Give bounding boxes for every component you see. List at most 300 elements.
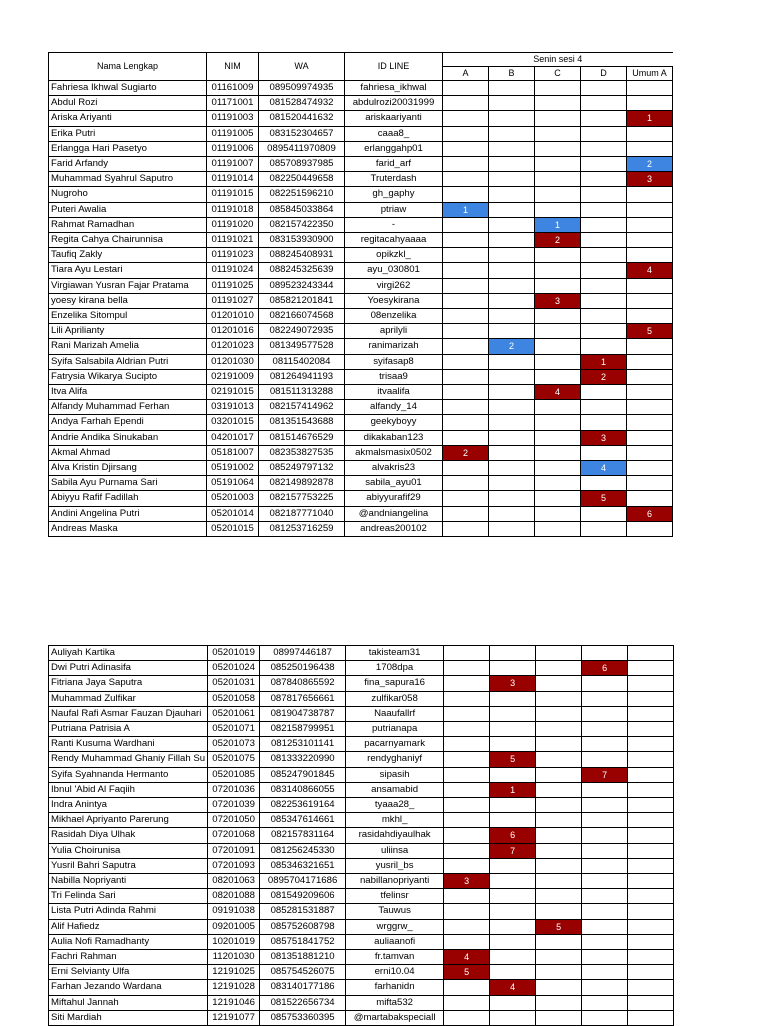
line-cell: erni10.04 bbox=[346, 965, 444, 980]
slot-cell bbox=[627, 476, 673, 491]
table-row bbox=[49, 752, 674, 767]
name-cell: Enzelika Sitompul bbox=[49, 309, 207, 324]
slot-cell bbox=[628, 722, 674, 737]
name-cell: Fahriesa Ikhwal Sugiarto bbox=[49, 81, 207, 96]
slot-cell bbox=[628, 874, 674, 889]
slot-cell bbox=[581, 293, 627, 308]
table-row bbox=[49, 491, 673, 506]
wa-cell: 085753360395 bbox=[260, 1010, 346, 1025]
slot-cell bbox=[489, 324, 535, 339]
name-cell: Fachri Rahman bbox=[49, 950, 208, 965]
name-cell: Muhammad Syahrul Saputro bbox=[49, 172, 207, 187]
slot-cell bbox=[489, 126, 535, 141]
line-cell: mkhl_ bbox=[346, 813, 444, 828]
slot-cell bbox=[627, 521, 673, 536]
slot-cell bbox=[444, 706, 490, 721]
slot-cell bbox=[536, 752, 582, 767]
name-cell: Siti Mardiah bbox=[49, 1010, 208, 1025]
slot-cell bbox=[627, 415, 673, 430]
name-cell: Putriana Patrisia A bbox=[49, 722, 208, 737]
slot-cell: 4 bbox=[490, 980, 536, 995]
name-cell: Sabila Ayu Purnama Sari bbox=[49, 476, 207, 491]
table-row bbox=[49, 858, 674, 873]
line-cell: ansamabid bbox=[346, 782, 444, 797]
wa-cell: 081256245330 bbox=[260, 843, 346, 858]
slot-cell bbox=[444, 980, 490, 995]
slot-cell: 5 bbox=[536, 919, 582, 934]
slot-cell bbox=[490, 813, 536, 828]
slot-cell bbox=[443, 81, 489, 96]
slot-cell bbox=[627, 309, 673, 324]
wa-cell: 089509974935 bbox=[259, 81, 345, 96]
table-row bbox=[49, 476, 673, 491]
slot-cell bbox=[443, 217, 489, 232]
line-cell: akmalsmasix0502 bbox=[345, 445, 443, 460]
slot-cell: 2 bbox=[443, 445, 489, 460]
slot-cell bbox=[581, 339, 627, 354]
wa-cell: 082158799951 bbox=[260, 722, 346, 737]
slot-cell bbox=[581, 445, 627, 460]
slot-cell bbox=[628, 798, 674, 813]
slot-cell bbox=[444, 691, 490, 706]
wa-cell: 087840865592 bbox=[260, 676, 346, 691]
slot-cell bbox=[628, 904, 674, 919]
nim-cell: 01191006 bbox=[207, 141, 259, 156]
slot-cell bbox=[535, 278, 581, 293]
line-cell: 1708dpa bbox=[346, 661, 444, 676]
slot-cell bbox=[489, 293, 535, 308]
slot-cell bbox=[581, 278, 627, 293]
slot-cell bbox=[443, 141, 489, 156]
slot-cell bbox=[535, 263, 581, 278]
slot-cell bbox=[490, 934, 536, 949]
table-row bbox=[49, 646, 674, 661]
slot-cell bbox=[490, 858, 536, 873]
slot-cell bbox=[536, 889, 582, 904]
name-cell: Alva Kristin Djirsang bbox=[49, 461, 207, 476]
table-row bbox=[49, 889, 674, 904]
table-row bbox=[49, 385, 673, 400]
slot-cell: 2 bbox=[627, 157, 673, 172]
student-table-1-body bbox=[49, 53, 673, 537]
table-row bbox=[49, 157, 673, 172]
slot-cell bbox=[627, 491, 673, 506]
slot-cell bbox=[581, 385, 627, 400]
name-cell: Ranti Kusuma Wardhani bbox=[49, 737, 208, 752]
wa-cell: 085751841752 bbox=[260, 934, 346, 949]
slot-cell bbox=[581, 521, 627, 536]
nim-cell: 05201073 bbox=[208, 737, 260, 752]
slot-cell bbox=[627, 430, 673, 445]
line-cell: fina_sapura16 bbox=[346, 676, 444, 691]
slot-cell bbox=[582, 980, 628, 995]
table-row bbox=[49, 965, 674, 980]
slot-cell bbox=[582, 782, 628, 797]
slot-cell bbox=[582, 828, 628, 843]
student-table-1 bbox=[48, 52, 673, 537]
slot-cell bbox=[489, 96, 535, 111]
slot-cell bbox=[489, 81, 535, 96]
slot-cell bbox=[444, 828, 490, 843]
slot-cell bbox=[444, 843, 490, 858]
wa-cell: 088245408931 bbox=[259, 248, 345, 263]
nim-cell: 05191002 bbox=[207, 461, 259, 476]
wa-cell: 085249797132 bbox=[259, 461, 345, 476]
wa-cell: 081351881210 bbox=[260, 950, 346, 965]
slot-cell bbox=[535, 126, 581, 141]
slot-cell bbox=[581, 309, 627, 324]
slot-cell bbox=[535, 157, 581, 172]
slot-cell bbox=[581, 96, 627, 111]
nim-cell: 10201019 bbox=[208, 934, 260, 949]
wa-cell: 082149892878 bbox=[259, 476, 345, 491]
table-row bbox=[49, 263, 673, 278]
nim-cell: 05201024 bbox=[208, 661, 260, 676]
nim-cell: 05201031 bbox=[208, 676, 260, 691]
table-row bbox=[49, 461, 673, 476]
table-row bbox=[49, 722, 674, 737]
slot-cell bbox=[628, 752, 674, 767]
slot-cell bbox=[582, 813, 628, 828]
slot-cell bbox=[443, 233, 489, 248]
slot-cell bbox=[490, 919, 536, 934]
slot-cell: 7 bbox=[582, 767, 628, 782]
nim-cell: 07201091 bbox=[208, 843, 260, 858]
name-cell: Andreas Maska bbox=[49, 521, 207, 536]
slot-cell bbox=[443, 278, 489, 293]
slot-cell: 1 bbox=[627, 111, 673, 126]
nim-cell: 01201023 bbox=[207, 339, 259, 354]
line-cell: ptriaw bbox=[345, 202, 443, 217]
name-cell: Regita Cahya Chairunnisa bbox=[49, 233, 207, 248]
table-row bbox=[49, 828, 674, 843]
nim-cell: 01191005 bbox=[207, 126, 259, 141]
wa-cell: 083153930900 bbox=[259, 233, 345, 248]
slot-cell bbox=[489, 415, 535, 430]
slot-cell bbox=[628, 706, 674, 721]
slot-cell bbox=[443, 369, 489, 384]
slot-cell bbox=[536, 934, 582, 949]
slot-cell bbox=[490, 889, 536, 904]
slot-cell bbox=[443, 506, 489, 521]
slot-cell bbox=[490, 995, 536, 1010]
slot-cell bbox=[581, 141, 627, 156]
slot-cell bbox=[489, 233, 535, 248]
table-row bbox=[49, 445, 673, 460]
slot-cell bbox=[535, 461, 581, 476]
slot-cell bbox=[443, 385, 489, 400]
wa-cell: 081528474932 bbox=[259, 96, 345, 111]
name-cell: Andya Farhah Ependi bbox=[49, 415, 207, 430]
nim-cell: 05191064 bbox=[207, 476, 259, 491]
header-slot-a: A bbox=[443, 67, 489, 81]
line-cell: ariskaariyanti bbox=[345, 111, 443, 126]
wa-cell: 081904738787 bbox=[260, 706, 346, 721]
slot-cell bbox=[490, 722, 536, 737]
name-cell: Taufiq Zakly bbox=[49, 248, 207, 263]
table-row bbox=[49, 400, 673, 415]
slot-cell bbox=[444, 767, 490, 782]
name-cell: Lili Aprilianty bbox=[49, 324, 207, 339]
slot-cell bbox=[535, 369, 581, 384]
slot-cell: 6 bbox=[582, 661, 628, 676]
slot-cell bbox=[443, 461, 489, 476]
slot-cell bbox=[582, 646, 628, 661]
slot-cell bbox=[536, 767, 582, 782]
table-row bbox=[49, 980, 674, 995]
wa-cell: 085821201841 bbox=[259, 293, 345, 308]
name-cell: Alfandy Muhammad Ferhan bbox=[49, 400, 207, 415]
line-cell: geekyboyy bbox=[345, 415, 443, 430]
name-cell: Indra Anintya bbox=[49, 798, 208, 813]
table-row bbox=[49, 96, 673, 111]
slot-cell bbox=[443, 263, 489, 278]
line-cell: farid_arf bbox=[345, 157, 443, 172]
wa-cell: 0895411970809 bbox=[259, 141, 345, 156]
slot-cell bbox=[536, 980, 582, 995]
slot-cell bbox=[581, 233, 627, 248]
slot-cell bbox=[628, 934, 674, 949]
wa-cell: 08997446187 bbox=[260, 646, 346, 661]
slot-cell bbox=[582, 843, 628, 858]
nim-cell: 01191014 bbox=[207, 172, 259, 187]
name-cell: Abiyyu Rafif Fadillah bbox=[49, 491, 207, 506]
table-row bbox=[49, 813, 674, 828]
table-row bbox=[49, 767, 674, 782]
line-cell: Yoesykirana bbox=[345, 293, 443, 308]
header-slot-umum-a: Umum A bbox=[627, 67, 673, 81]
line-cell: abdulrozi20031999 bbox=[345, 96, 443, 111]
slot-cell bbox=[627, 278, 673, 293]
wa-cell: 081253716259 bbox=[259, 521, 345, 536]
slot-cell bbox=[443, 476, 489, 491]
slot-cell bbox=[628, 889, 674, 904]
slot-cell bbox=[627, 187, 673, 202]
header-wa: WA bbox=[259, 53, 345, 81]
slot-cell bbox=[581, 172, 627, 187]
line-cell: nabillanopriyanti bbox=[346, 874, 444, 889]
wa-cell: 082253619164 bbox=[260, 798, 346, 813]
slot-cell bbox=[443, 248, 489, 263]
nim-cell: 05181007 bbox=[207, 445, 259, 460]
slot-cell bbox=[581, 157, 627, 172]
slot-cell bbox=[443, 324, 489, 339]
nim-cell: 01191007 bbox=[207, 157, 259, 172]
nim-cell: 09191038 bbox=[208, 904, 260, 919]
slot-cell bbox=[627, 96, 673, 111]
line-cell: putrianapa bbox=[346, 722, 444, 737]
header-row bbox=[49, 53, 673, 67]
name-cell: Ibnul 'Abid Al Faqiih bbox=[49, 782, 208, 797]
slot-cell bbox=[627, 400, 673, 415]
wa-cell: 087817656661 bbox=[260, 691, 346, 706]
slot-cell bbox=[489, 445, 535, 460]
nim-cell: 08201063 bbox=[208, 874, 260, 889]
slot-cell bbox=[627, 461, 673, 476]
slot-cell bbox=[581, 248, 627, 263]
slot-cell bbox=[489, 157, 535, 172]
slot-cell bbox=[582, 676, 628, 691]
line-cell: caaa8_ bbox=[345, 126, 443, 141]
slot-cell bbox=[627, 293, 673, 308]
slot-cell bbox=[443, 521, 489, 536]
slot-cell bbox=[628, 950, 674, 965]
wa-cell: 083140866055 bbox=[260, 782, 346, 797]
slot-cell bbox=[628, 1010, 674, 1025]
table-row bbox=[49, 737, 674, 752]
nim-cell: 02191015 bbox=[207, 385, 259, 400]
slot-cell bbox=[536, 782, 582, 797]
slot-cell bbox=[582, 706, 628, 721]
name-cell: Farhan Jezando Wardana bbox=[49, 980, 208, 995]
table-row bbox=[49, 430, 673, 445]
slot-cell bbox=[536, 1010, 582, 1025]
name-cell: Mikhael Apriyanto Parerung bbox=[49, 813, 208, 828]
slot-cell: 4 bbox=[444, 950, 490, 965]
wa-cell: 082157831164 bbox=[260, 828, 346, 843]
table-row bbox=[49, 706, 674, 721]
slot-cell bbox=[535, 354, 581, 369]
slot-cell bbox=[628, 980, 674, 995]
nim-cell: 01191021 bbox=[207, 233, 259, 248]
slot-cell: 5 bbox=[490, 752, 536, 767]
nim-cell: 05201075 bbox=[208, 752, 260, 767]
slot-cell bbox=[536, 722, 582, 737]
name-cell: Fatrysia Wikarya Sucipto bbox=[49, 369, 207, 384]
slot-cell bbox=[627, 445, 673, 460]
wa-cell: 082251596210 bbox=[259, 187, 345, 202]
slot-cell bbox=[443, 126, 489, 141]
nim-cell: 12191028 bbox=[208, 980, 260, 995]
slot-cell bbox=[535, 445, 581, 460]
name-cell: Nugroho bbox=[49, 187, 207, 202]
slot-cell bbox=[490, 691, 536, 706]
table-row bbox=[49, 111, 673, 126]
table-row bbox=[49, 950, 674, 965]
line-cell: rendyghaniyf bbox=[346, 752, 444, 767]
nim-cell: 01191020 bbox=[207, 217, 259, 232]
wa-cell: 085845033864 bbox=[259, 202, 345, 217]
header-slot-d: D bbox=[581, 67, 627, 81]
slot-cell: 2 bbox=[581, 369, 627, 384]
slot-cell bbox=[536, 950, 582, 965]
name-cell: yoesy kirana bella bbox=[49, 293, 207, 308]
line-cell: erlanggahp01 bbox=[345, 141, 443, 156]
line-cell: dikakaban123 bbox=[345, 430, 443, 445]
line-cell: wrggrw_ bbox=[346, 919, 444, 934]
name-cell: Yulia Choirunisa bbox=[49, 843, 208, 858]
wa-cell: 082157414962 bbox=[259, 400, 345, 415]
slot-cell bbox=[582, 722, 628, 737]
wa-cell: 085347614661 bbox=[260, 813, 346, 828]
wa-cell: 085247901845 bbox=[260, 767, 346, 782]
nim-cell: 12191077 bbox=[208, 1010, 260, 1025]
nim-cell: 05201015 bbox=[207, 521, 259, 536]
wa-cell: 082187771040 bbox=[259, 506, 345, 521]
nim-cell: 07201036 bbox=[208, 782, 260, 797]
nim-cell: 01191018 bbox=[207, 202, 259, 217]
slot-cell bbox=[582, 737, 628, 752]
slot-cell bbox=[489, 141, 535, 156]
wa-cell: 085281531887 bbox=[260, 904, 346, 919]
slot-cell bbox=[443, 172, 489, 187]
table-row bbox=[49, 309, 673, 324]
slot-cell: 5 bbox=[627, 324, 673, 339]
table-row bbox=[49, 676, 674, 691]
line-cell: uliinsa bbox=[346, 843, 444, 858]
header-slot-c: C bbox=[535, 67, 581, 81]
wa-cell: 082249072935 bbox=[259, 324, 345, 339]
header-nim: NIM bbox=[207, 53, 259, 81]
nim-cell: 07201068 bbox=[208, 828, 260, 843]
line-cell: pacarnyamark bbox=[346, 737, 444, 752]
slot-cell bbox=[535, 81, 581, 96]
nim-cell: 12191025 bbox=[208, 965, 260, 980]
slot-cell bbox=[582, 691, 628, 706]
slot-cell bbox=[536, 874, 582, 889]
slot-cell bbox=[536, 813, 582, 828]
slot-cell bbox=[581, 111, 627, 126]
nim-cell: 05201014 bbox=[207, 506, 259, 521]
slot-cell bbox=[444, 646, 490, 661]
line-cell: opikzkl_ bbox=[345, 248, 443, 263]
slot-cell bbox=[535, 476, 581, 491]
slot-cell bbox=[628, 813, 674, 828]
line-cell: yusril_bs bbox=[346, 858, 444, 873]
wa-cell: 081253101141 bbox=[260, 737, 346, 752]
line-cell: virgi262 bbox=[345, 278, 443, 293]
header-slot-b: B bbox=[489, 67, 535, 81]
slot-cell bbox=[628, 691, 674, 706]
slot-cell bbox=[628, 646, 674, 661]
slot-cell bbox=[628, 995, 674, 1010]
slot-cell bbox=[444, 858, 490, 873]
slot-cell bbox=[582, 950, 628, 965]
line-cell: alfandy_14 bbox=[345, 400, 443, 415]
line-cell: ranimarizah bbox=[345, 339, 443, 354]
nim-cell: 03191013 bbox=[207, 400, 259, 415]
slot-cell bbox=[582, 904, 628, 919]
slot-cell bbox=[444, 752, 490, 767]
wa-cell: 081264941193 bbox=[259, 369, 345, 384]
slot-cell bbox=[582, 889, 628, 904]
wa-cell: 081520441632 bbox=[259, 111, 345, 126]
nim-cell: 11201030 bbox=[208, 950, 260, 965]
slot-cell bbox=[490, 965, 536, 980]
name-cell: Andrie Andika Sinukaban bbox=[49, 430, 207, 445]
table-row bbox=[49, 354, 673, 369]
slot-cell bbox=[581, 81, 627, 96]
name-cell: Erlangga Hari Pasetyo bbox=[49, 141, 207, 156]
slot-cell bbox=[489, 461, 535, 476]
slot-cell bbox=[443, 157, 489, 172]
slot-cell bbox=[628, 843, 674, 858]
name-cell: Aulia Nofi Ramadhanty bbox=[49, 934, 208, 949]
slot-cell bbox=[490, 646, 536, 661]
slot-cell bbox=[444, 995, 490, 1010]
nim-cell: 05201061 bbox=[208, 706, 260, 721]
wa-cell: 081333220990 bbox=[260, 752, 346, 767]
slot-cell bbox=[628, 828, 674, 843]
slot-cell bbox=[535, 491, 581, 506]
nim-cell: 01191024 bbox=[207, 263, 259, 278]
table-row bbox=[49, 506, 673, 521]
table-row bbox=[49, 415, 673, 430]
nim-cell: 05201071 bbox=[208, 722, 260, 737]
table-row bbox=[49, 187, 673, 202]
slot-cell: 4 bbox=[581, 461, 627, 476]
wa-cell: 08115402084 bbox=[259, 354, 345, 369]
